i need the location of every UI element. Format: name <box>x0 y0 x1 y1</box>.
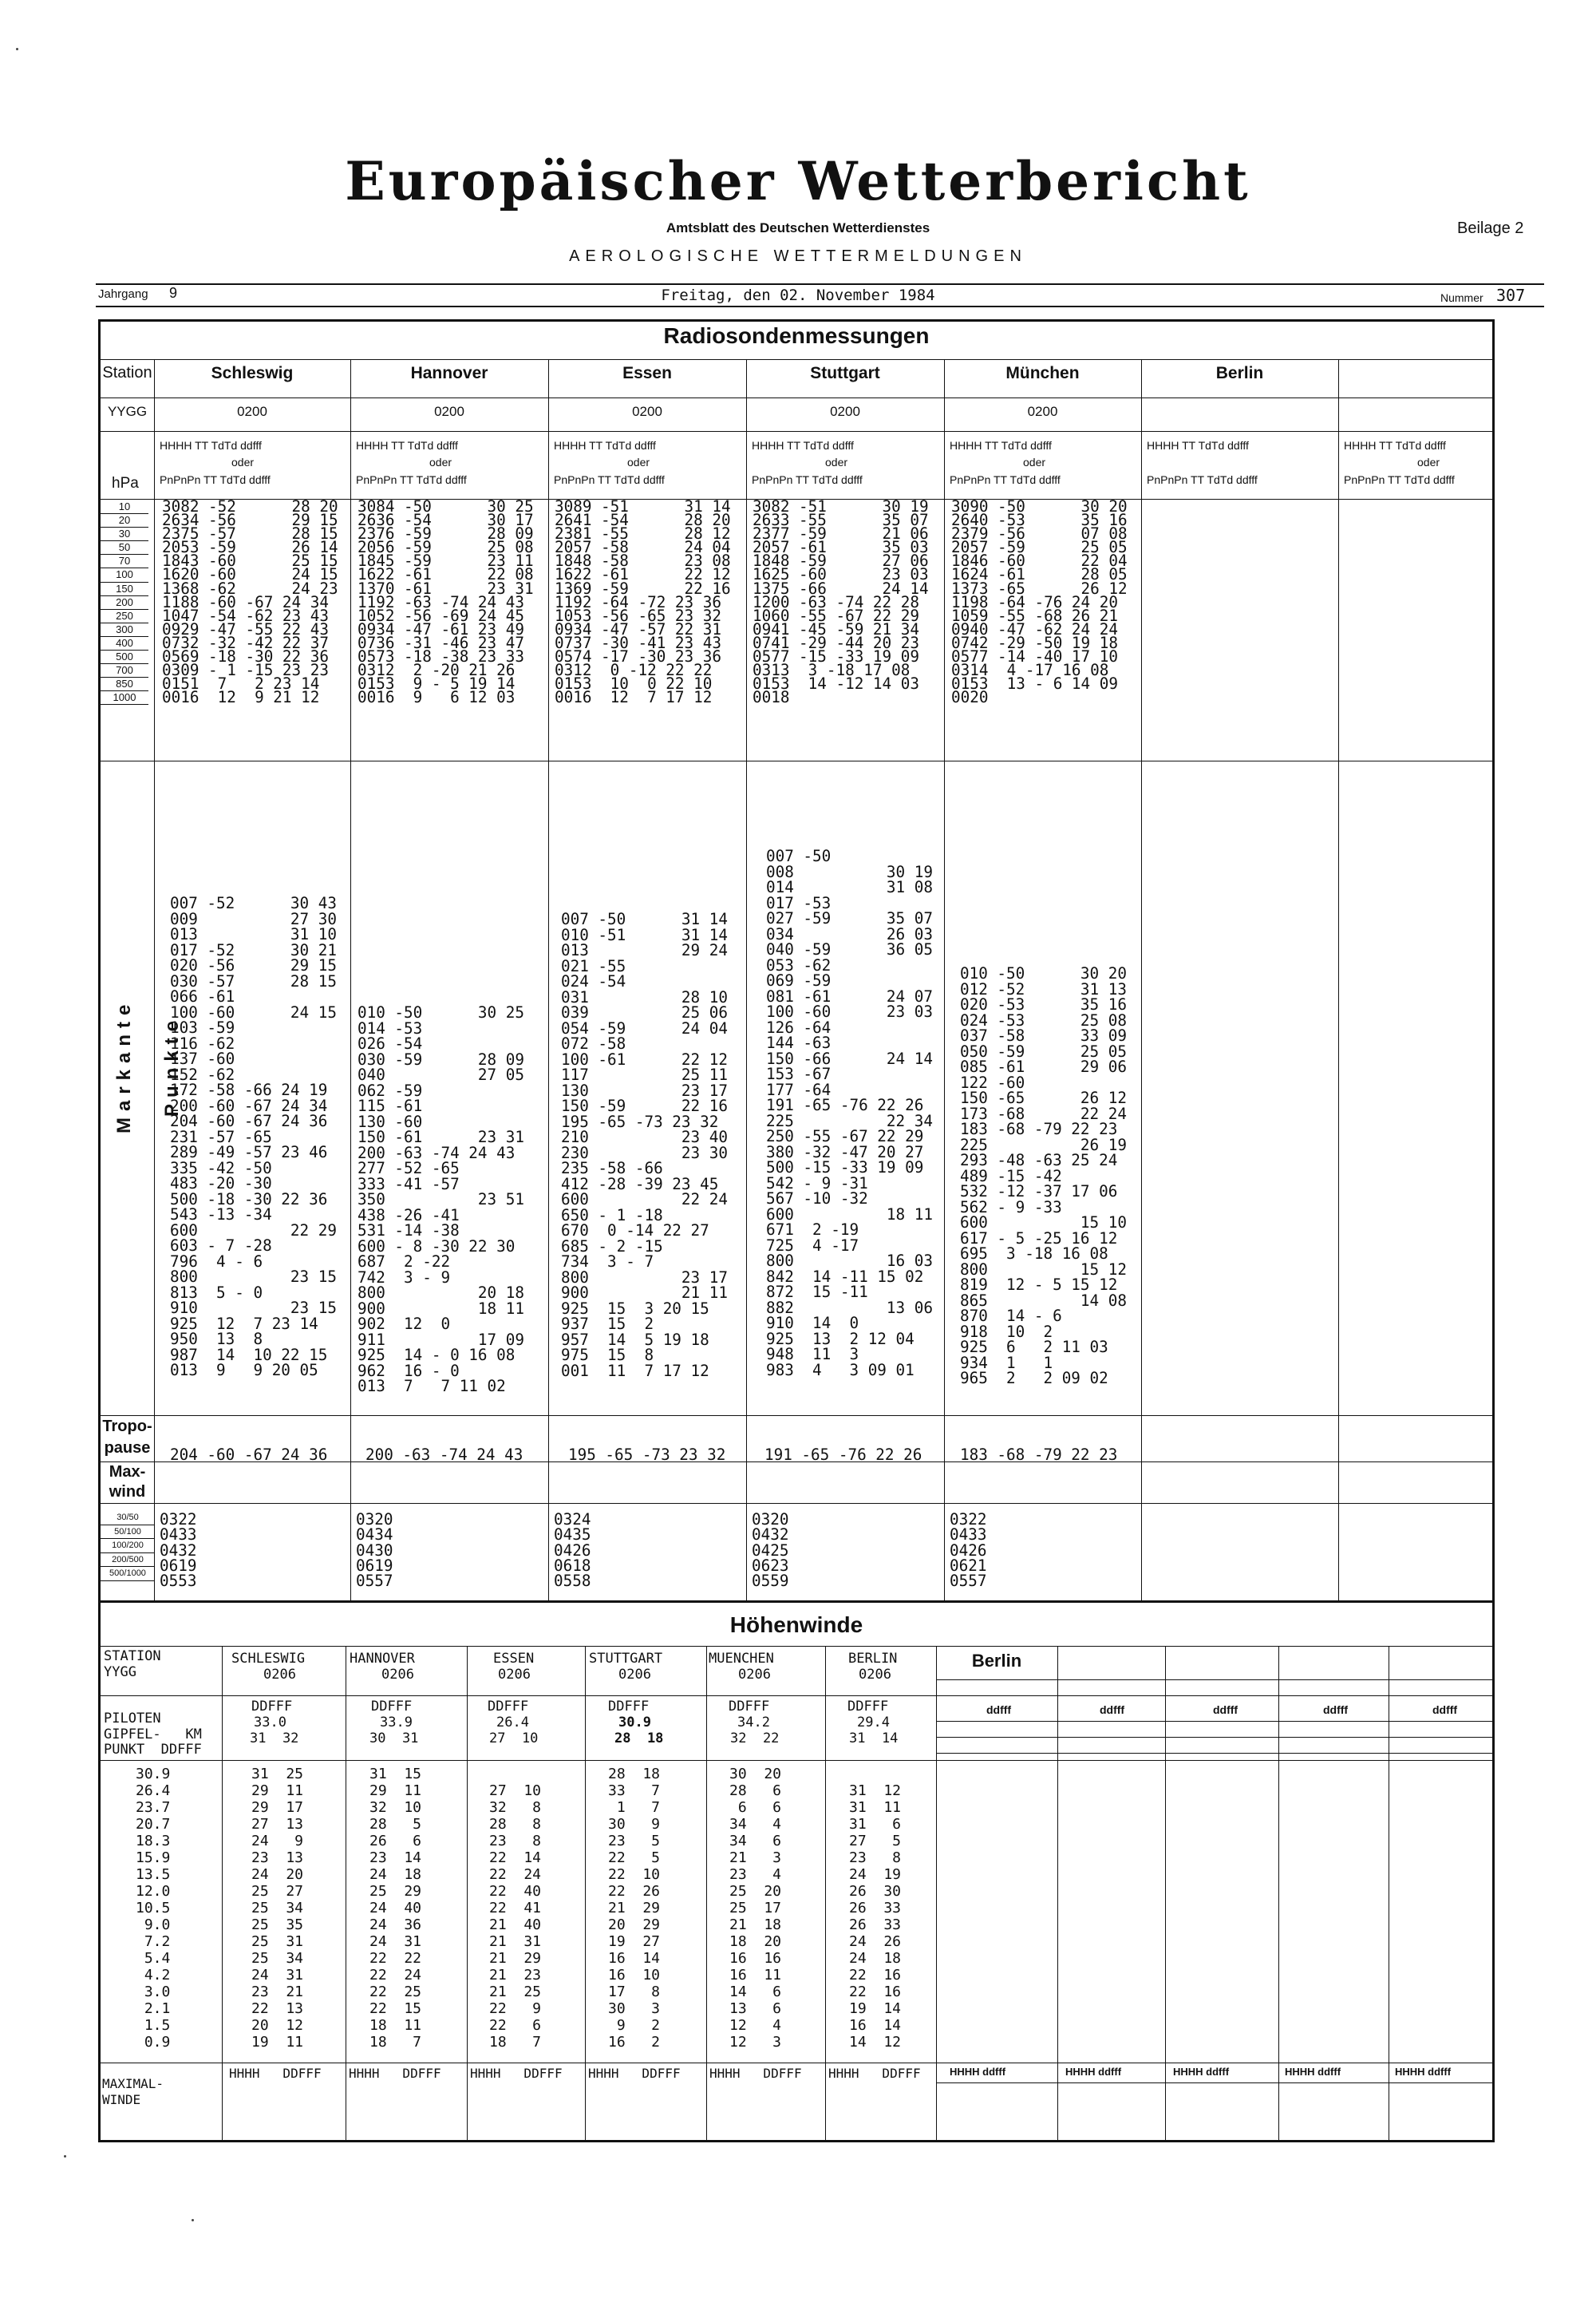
section-subtitle: AEROLOGISCHE WETTERMELDUNGEN <box>569 247 1027 265</box>
wind-time-hannover: 0206 <box>381 1667 414 1683</box>
station-stuttgart: Stuttgart <box>810 364 880 382</box>
station-label: Station <box>102 364 152 382</box>
colhead-bot-essen: PnPnPn TT TdTd ddfff <box>554 473 665 486</box>
maxwind-label: Max- wind <box>109 1463 146 1501</box>
date-line: Freitag, den 02. November 1984 <box>661 287 935 304</box>
yygg-essen: 0200 <box>632 404 662 419</box>
jahrgang-label: Jahrgang <box>98 287 148 301</box>
tropo-schleswig: 204 -60 -67 24 36 <box>170 1446 328 1464</box>
thickness-level: 500/1000 <box>101 1567 155 1581</box>
speck <box>16 48 18 50</box>
wind-col-hannover: 31 15 29 11 32 10 28 5 26 6 23 14 24 18 25 29 24 40 24 36 24 31 22 22 22 24 22 25 22 15 18 11 18 7 <box>369 1766 422 2051</box>
wind-col-berlin: 31 12 31 11 31 6 27 5 23 8 24 19 26 30 26 33 26 33 24 26 24 18 22 16 22 16 19 14 16 14 14 12 <box>849 1782 902 2051</box>
colhead-oder-schleswig: oder <box>231 456 255 469</box>
wind-time-schleswig: 0206 <box>263 1667 296 1683</box>
max-head-muenchen: HHHH DDFFF <box>709 2066 802 2081</box>
winds-title: Höhenwinde <box>729 1612 863 1637</box>
colhead-oder-extra: oder <box>1417 456 1440 469</box>
wind-ddfff-muenchen: DDFFF <box>729 1699 770 1715</box>
jahrgang-value: 9 <box>169 285 178 301</box>
dd-label: ddfff <box>1213 1703 1238 1716</box>
wind-station-muenchen: MUENCHEN <box>709 1651 774 1667</box>
colhead-bot-schleswig: PnPnPn TT TdTd ddfff <box>160 473 271 486</box>
wind-station-stuttgart: STUTTGART <box>589 1651 663 1667</box>
max-head-small: HHHH ddfff <box>1395 2066 1452 2078</box>
level: 850 <box>101 678 148 691</box>
thickness-muenchen: 0322 0433 0426 0621 0557 <box>950 1510 987 1591</box>
tropo-muenchen: 183 -68 -79 22 23 <box>960 1446 1118 1464</box>
mark-muenchen: 010 -50 30 20 012 -52 31 13 020 -53 35 16 024 -53 25 08 037 -58 33 09 050 -59 25 05 085 -61 29 06 122 -60 150 -65 26 12 173 -68 22 24 183 -68 -79 22 23 225 26 19 293 -48 -63 25 24 489 -15 -42 532 -12 -37 17 06 562 - 9 -33 600 15 10 617 - 5 -25 16 12 695 3 -18 16 08 800 15 12 819 12 - 5 15 12 865 14 08 870 14 - 6 918 10 2 925 6 2 11 03 934 1 1 965 2 2 09 02 <box>960 964 1127 1387</box>
wind-gipfel-berlin: 29.4 <box>857 1715 890 1730</box>
speck <box>64 2155 66 2158</box>
colhead-bot-hannover: PnPnPn TT TdTd ddfff <box>356 473 467 486</box>
wind-punkt-schleswig: 31 32 <box>250 1730 299 1746</box>
colhead-bot-stuttgart: PnPnPn TT TdTd ddfff <box>752 473 863 486</box>
beilage-label: Beilage 2 <box>1457 220 1524 237</box>
wind-time-berlin: 0206 <box>859 1667 891 1683</box>
colhead-top-schleswig: HHHH TT TdTd ddfff <box>160 439 262 452</box>
level: 150 <box>101 583 148 596</box>
wind-punkt-hannover: 30 31 <box>369 1730 419 1746</box>
max-head-small: HHHH ddfff <box>1065 2066 1122 2078</box>
yygg-label: YYGG <box>107 404 148 419</box>
colhead-top-stuttgart: HHHH TT TdTd ddfff <box>752 439 854 452</box>
colhead-bot-berlin: PnPnPn TT TdTd ddfff <box>1147 473 1258 486</box>
colhead-bot-extra: PnPnPn TT TdTd ddfff <box>1344 473 1455 486</box>
max-head-schleswig: HHHH DDFFF <box>229 2066 322 2081</box>
winds-frame <box>98 1603 1495 2142</box>
wind-station-essen: ESSEN <box>493 1651 535 1667</box>
colhead-oder-stuttgart: oder <box>825 456 848 469</box>
std-levels-schleswig: 3082 -52 28 20 2634 -56 29 15 2375 -57 28 15 2053 -59 26 14 1843 -60 25 15 1620 -60 24 15 1368 -62 24 23 1188 -60 -67 24 34 1047 -54 -62 23 43 0929 -47 -55 22 43 0732 -32 -42 22 37 0569 -18 -30 22 36 0309 - 1 -15 23 23 0151 7 2 23 14 0016 12 9 21 12 <box>162 497 338 707</box>
colhead-oder-hannover: oder <box>429 456 452 469</box>
wind-punkt-muenchen: 32 22 <box>730 1730 780 1746</box>
header-rule-top <box>96 283 1544 285</box>
std-levels-muenchen: 3090 -50 30 20 2640 -53 35 16 2379 -56 07 08 2057 -59 25 05 1846 -60 22 04 1624 -61 28 05 1373 -65 26 12 1198 -64 -76 24 20 1059 -55 -68 26 21 0940 -47 -62 24 24 0742 -29 -50 19 18 0577 -14 -40 17 10 0314 4 -17 16 08 0153 13 - 6 14 09 0020 <box>951 497 1128 707</box>
level: 400 <box>101 637 148 651</box>
colhead-top-hannover: HHHH TT TdTd ddfff <box>356 439 458 452</box>
dd-label: ddfff <box>1100 1703 1125 1716</box>
wind-col-muenchen: 30 20 28 6 6 6 34 4 34 6 21 3 23 4 25 20 25 17 21 18 18 20 16 16 16 11 14 6 13 6 12 4 12 3 <box>729 1766 782 2051</box>
yygg-hannover: 0200 <box>434 404 464 419</box>
std-levels-hannover: 3084 -50 30 25 2636 -54 30 17 2376 -59 28 09 2056 -59 25 08 1845 -59 23 11 1622 -61 22 08 1370 -61 23 31 1192 -63 -74 24 43 1052 -56 -69 24 45 0934 -47 -61 23 49 0736 -31 -46 23 47 0573 -18 -38 23 33 0312 2 -20 21 26 0153 9 - 5 19 14 0016 9 6 12 03 <box>358 497 534 707</box>
nummer-value: 307 <box>1496 286 1526 305</box>
station-schleswig: Schleswig <box>211 364 294 382</box>
wind-gipfel-stuttgart: 30.9 <box>618 1715 651 1730</box>
wind-time-muenchen: 0206 <box>738 1667 771 1683</box>
tropo-hannover: 200 -63 -74 24 43 <box>365 1446 523 1464</box>
radiosonde-title: Radiosondenmessungen <box>663 323 930 348</box>
wind-ddfff-essen: DDFFF <box>488 1699 529 1715</box>
level: 50 <box>101 541 148 555</box>
dd-label: ddfff <box>1432 1703 1458 1716</box>
tropo-essen: 195 -65 -73 23 32 <box>568 1446 726 1464</box>
wind-col-essen: 27 10 32 8 28 8 23 8 22 14 22 24 22 40 22 41 21 40 21 31 21 29 21 23 21 25 22 9 22 6 18 7 <box>489 1782 542 2051</box>
wind-heights: 30.9 26.4 23.7 20.7 18.3 15.9 13.5 12.0 10.5 9.0 7.2 5.4 4.2 3.0 2.1 1.5 0.9 <box>136 1766 171 2051</box>
max-head-essen: HHHH DDFFF <box>470 2066 563 2081</box>
wind-station-berlin: BERLIN <box>848 1651 898 1667</box>
yygg-muenchen: 0200 <box>1027 404 1058 419</box>
thickness-levels <box>101 1511 155 1581</box>
std-levels-essen: 3089 -51 31 14 2641 -54 28 20 2381 -55 28 12 2057 -58 24 04 1848 -58 23 08 1622 -61 22 12 1369 -59 22 16 1192 -64 -72 23 36 1053 -56 -65 23 32 0934 -47 -57 22 31 0737 -30 -41 23 43 0574 -17 -30 23 36 0312 0 -12 22 22 0153 10 0 22 10 0016 12 7 17 12 <box>555 497 731 707</box>
wind-berlin-label: Berlin <box>971 1651 1022 1671</box>
colhead-bot-muenchen: PnPnPn TT TdTd ddfff <box>950 473 1061 486</box>
max-head-berlin: HHHH DDFFF <box>828 2066 921 2081</box>
wind-gipfel-muenchen: 34.2 <box>737 1715 770 1730</box>
thickness-level: 30/50 <box>101 1511 155 1525</box>
level: 1000 <box>101 691 148 705</box>
yygg-stuttgart: 0200 <box>830 404 860 419</box>
tropopause-label: Tropo- pause <box>102 1418 152 1457</box>
wind-ddfff-berlin: DDFFF <box>847 1699 889 1715</box>
thickness-level: 200/500 <box>101 1553 155 1568</box>
pressure-levels <box>101 500 148 705</box>
thickness-schleswig: 0322 0433 0432 0619 0553 <box>160 1510 197 1591</box>
wind-gipfel-hannover: 33.9 <box>380 1715 413 1730</box>
wind-time-stuttgart: 0206 <box>618 1667 651 1683</box>
wind-station-schleswig: SCHLESWIG <box>231 1651 306 1667</box>
thickness-essen: 0324 0435 0426 0618 0558 <box>554 1510 591 1591</box>
wind-ddfff-hannover: DDFFF <box>371 1699 413 1715</box>
level: 250 <box>101 610 148 623</box>
thickness-level: 50/100 <box>101 1525 155 1540</box>
station-muenchen: München <box>1005 364 1080 382</box>
level: 20 <box>101 514 148 528</box>
wind-col-schleswig: 31 25 29 11 29 17 27 13 24 9 23 13 24 20 25 27 25 34 25 35 25 31 25 34 24 31 23 21 22 13 20 12 19 11 <box>251 1766 304 2051</box>
station-essen: Essen <box>622 364 672 382</box>
thickness-hannover: 0320 0434 0430 0619 0557 <box>356 1510 393 1591</box>
wind-punkt-stuttgart: 28 18 <box>614 1730 664 1746</box>
max-head-small: HHHH ddfff <box>950 2066 1006 2078</box>
mark-essen: 007 -50 31 14 010 -51 31 14 013 29 24 021 -55 024 -54 031 28 10 039 25 06 054 -59 24 04 072 -58 100 -61 22 12 117 25 11 130 23 17 150 -59 22 16 195 -65 -73 23 32 210 23 40 230 23 30 235 -58 -66 412 -28 -39 23 45 600 22 24 650 - 1 -18 670 0 -14 22 27 685 - 2 -15 734 3 - 7 800 23 17 900 21 11 925 15 3 20 15 937 15 2 957 14 5 19 18 975 15 8 001 11 7 17 12 <box>561 910 728 1380</box>
subtitle: Amtsblatt des Deutschen Wetterdienstes <box>666 220 930 235</box>
station-hannover: Hannover <box>410 364 488 382</box>
level: 200 <box>101 596 148 610</box>
max-head-small: HHHH ddfff <box>1285 2066 1341 2078</box>
markante-punkte-label: Markante Punkte <box>113 998 183 1133</box>
max-head-small: HHHH ddfff <box>1173 2066 1230 2078</box>
speck <box>192 2219 194 2221</box>
page-title: Europäischer Wetterbericht <box>345 150 1251 212</box>
std-levels-stuttgart: 3082 -51 30 19 2633 -55 35 07 2377 -59 21 06 2057 -61 35 03 1848 -59 27 06 1625 -60 23 03 1375 -66 24 14 1200 -63 -74 22 28 1060 -55 -67 22 29 0941 -45 -59 21 34 0741 -29 -44 20 23 0577 -15 -33 19 09 0313 3 -18 17 08 0153 14 -12 14 03 0018 <box>753 497 929 707</box>
tropo-stuttgart: 191 -65 -76 22 26 <box>764 1446 922 1464</box>
dd-label: ddfff <box>1323 1703 1349 1716</box>
level: 70 <box>101 555 148 568</box>
max-head-stuttgart: HHHH DDFFF <box>588 2066 681 2081</box>
wind-punkt-berlin: 31 14 <box>849 1730 899 1746</box>
mark-hannover: 010 -50 30 25 014 -53 026 -54 030 -59 28 09 040 27 05 062 -59 115 -61 130 -60 150 -61 23 31 200 -63 -74 24 43 277 -52 -65 333 -41 -57 350 23 51 438 -26 -41 531 -14 -38 600 - 8 -30 22 30 687 2 -22 742 3 - 9 800 20 18 900 18 11 902 12 0 911 17 09 925 14 - 0 16 08 962 16 - 0 013 7 7 11 02 <box>358 1003 524 1395</box>
thickness-level: 100/200 <box>101 1539 155 1553</box>
colhead-oder-essen: oder <box>627 456 650 469</box>
dd-label: ddfff <box>986 1703 1012 1716</box>
level: 500 <box>101 651 148 664</box>
colhead-oder-muenchen: oder <box>1023 456 1046 469</box>
colhead-top-berlin: HHHH TT TdTd ddfff <box>1147 439 1249 452</box>
level: 100 <box>101 568 148 582</box>
hpa-label: hPa <box>112 475 139 492</box>
level: 10 <box>101 500 148 514</box>
colhead-top-extra: HHHH TT TdTd ddfff <box>1344 439 1446 452</box>
colhead-top-muenchen: HHHH TT TdTd ddfff <box>950 439 1052 452</box>
wind-punkt-essen: 27 10 <box>489 1730 539 1746</box>
level: 300 <box>101 623 148 637</box>
nummer-label: Nummer <box>1440 291 1483 304</box>
mark-schleswig: 007 -52 30 43 009 27 30 013 31 10 017 -52 30 21 020 -56 29 15 030 -57 28 15 066 -61 100 -60 24 15 103 -59 116 -62 137 -60 152 -62 172 -58 -66 24 19 200 -60 -67 24 34 204 -60 -67 24 36 231 -57 -65 289 -49 -57 23 46 335 -42 -50 483 -20 -30 500 -18 -30 22 36 543 -13 -34 600 22 29 603 - 7 -28 796 4 - 6 800 23 15 813 5 - 0 910 23 15 925 12 7 23 14 950 13 8 987 14 10 22 15 013 9 9 20 05 <box>170 894 337 1379</box>
level: 30 <box>101 528 148 541</box>
thickness-stuttgart: 0320 0432 0425 0623 0559 <box>752 1510 789 1591</box>
winds-left-header: STATION YYGG PILOTEN GIPFEL- KM PUNKT DDFFF <box>104 1648 202 1758</box>
level: 700 <box>101 664 148 678</box>
header-rule-bottom <box>96 306 1544 307</box>
maximal-winde-label: MAXIMAL- WINDE <box>102 2076 164 2107</box>
wind-ddfff-schleswig: DDFFF <box>251 1699 293 1715</box>
wind-station-hannover: HANNOVER <box>350 1651 415 1667</box>
wind-gipfel-essen: 26.4 <box>496 1715 529 1730</box>
mark-stuttgart: 007 -50 008 30 19 014 31 08 017 -53 027 -59 35 07 034 26 03 040 -59 36 05 053 -62 069 -59 081 -61 24 07 100 -60 23 03 126 -64 144 -63 150 -66 24 14 153 -67 177 -64 191 -65 -76 22 26 225 22 34 250 -55 -67 22 29 380 -32 -47 20 27 500 -15 -33 19 09 542 - 9 -31 567 -10 -32 600 18 11 671 2 -19 725 4 -17 800 16 03 842 14 -11 15 02 872 15 -11 882 13 06 910 14 0 925 13 2 12 04 948 11 3 983 4 3 09 01 <box>766 847 933 1379</box>
station-berlin: Berlin <box>1215 364 1264 382</box>
colhead-top-essen: HHHH TT TdTd ddfff <box>554 439 656 452</box>
wind-gipfel-schleswig: 33.0 <box>254 1715 286 1730</box>
wind-time-essen: 0206 <box>498 1667 531 1683</box>
max-head-hannover: HHHH DDFFF <box>349 2066 441 2081</box>
wind-col-stuttgart: 28 18 33 7 1 7 30 9 23 5 22 5 22 10 22 26 21 29 20 29 19 27 16 14 16 10 17 8 30 3 9 2 16 2 <box>608 1766 661 2051</box>
yygg-schleswig: 0200 <box>237 404 267 419</box>
wind-ddfff-stuttgart: DDFFF <box>608 1699 650 1715</box>
